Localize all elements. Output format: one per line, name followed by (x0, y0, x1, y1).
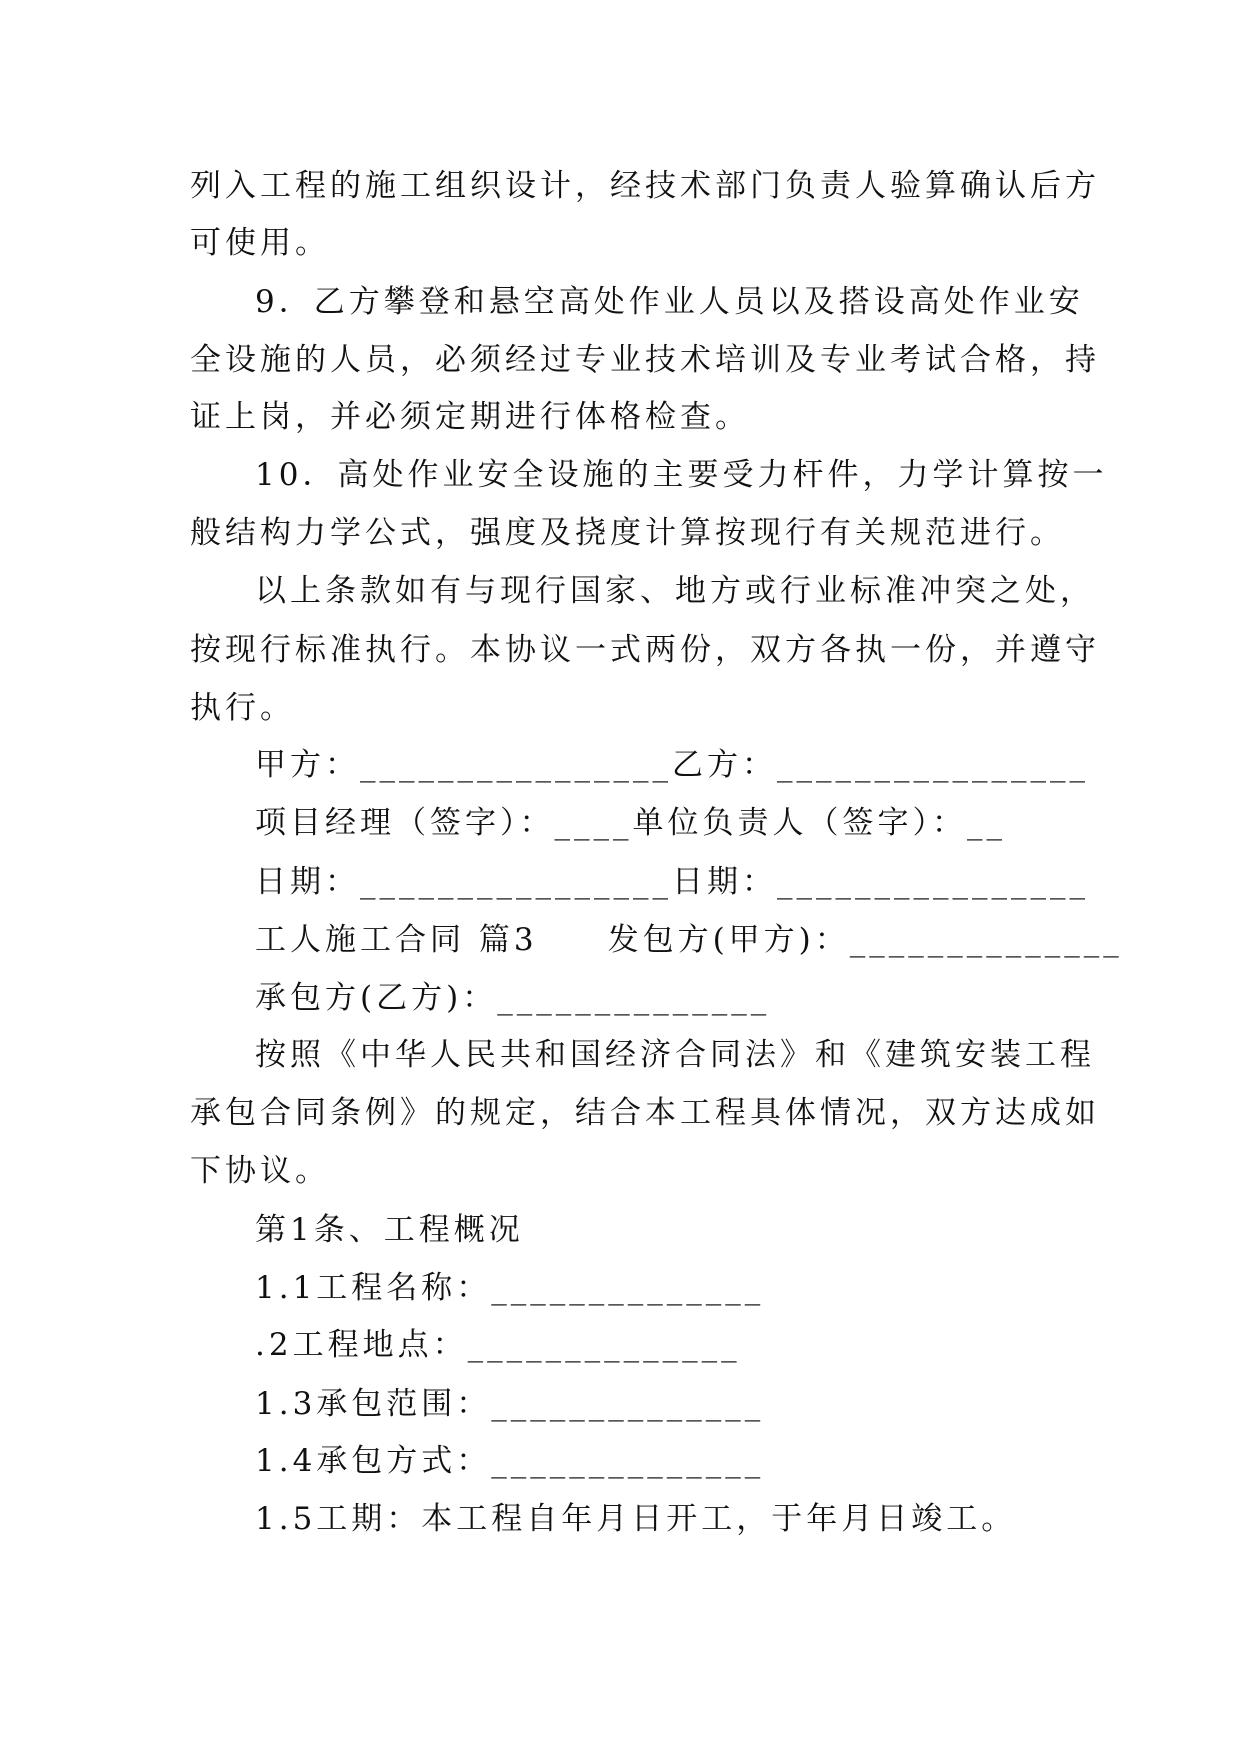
clause-line: 1.3承包范围：______________ (255, 1386, 765, 1422)
signature-line-date: 日期：________________日期：________________ (255, 864, 1089, 900)
text-line: 10．高处作业安全设施的主要受力杆件，力学计算按一 (255, 457, 1108, 493)
text-line: 按现行标准执行。本协议一式两份，双方各执一份，并遵守 (190, 632, 1100, 668)
clause-line: 1.4承包方式：______________ (255, 1443, 765, 1479)
text-line: 列入工程的施工组织设计，经技术部门负责人验算确认后方 (190, 168, 1100, 204)
text-line: 下协议。 (190, 1153, 330, 1189)
text-line: 按照《中华人民共和国经济合同法》和《建筑安装工程 (255, 1037, 1095, 1073)
text-line: 承包合同条例》的规定，结合本工程具体情况，双方达成如 (190, 1095, 1100, 1131)
clause-line: .2工程地点：______________ (255, 1327, 741, 1363)
clause-line: 1.1工程名称：______________ (255, 1270, 765, 1306)
contract-heading: 工人施工合同 篇3 发包方(甲方)：______________ (255, 922, 1123, 958)
text-line: 证上岗，并必须定期进行体格检查。 (190, 399, 750, 435)
text-line: 执行。 (190, 690, 295, 726)
contractor-line: 承包方(乙方)：______________ (255, 980, 771, 1016)
signature-line-manager: 项目经理（签字）：____单位负责人（签字）：__ (255, 805, 1006, 841)
text-line: 可使用。 (190, 225, 330, 261)
text-line: 以上条款如有与现行国家、地方或行业标准冲突之处， (255, 573, 1095, 609)
clause-line: 1.5工期：本工程自年月日开工，于年月日竣工。 (255, 1501, 1017, 1537)
section-heading: 第1条、工程概况 (255, 1212, 524, 1248)
text-line: 9．乙方攀登和悬空高处作业人员以及搭设高处作业安 (255, 284, 1084, 320)
signature-line-party: 甲方：________________乙方：________________ (255, 747, 1089, 783)
text-line: 般结构力学公式，强度及挠度计算按现行有关规范进行。 (190, 515, 1065, 551)
text-line: 全设施的人员，必须经过专业技术培训及专业考试合格，持 (190, 342, 1100, 378)
